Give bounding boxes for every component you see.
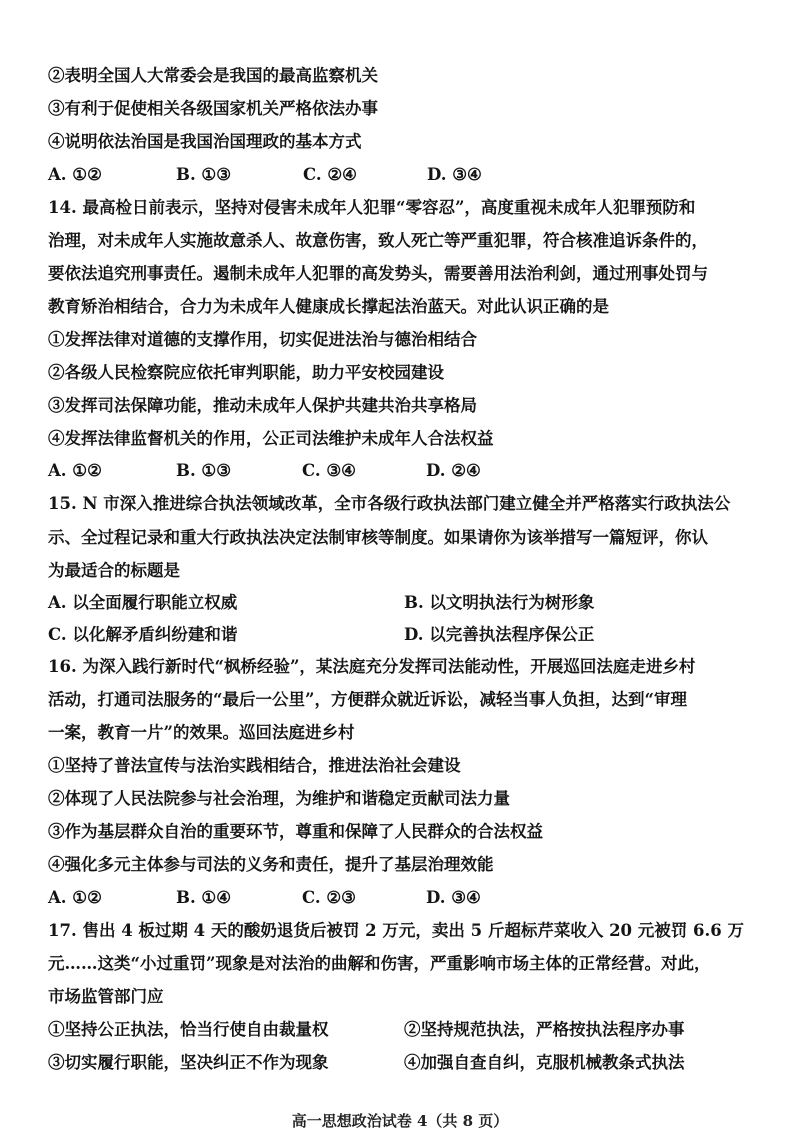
q14-stem-line-1: 14. 最高检日前表示，坚持对侵害未成年人犯罪“零容忍”，高度重视未成年人犯罪预防和 bbox=[48, 198, 696, 217]
q13-option-d: D. ③④ bbox=[427, 165, 482, 184]
q14-option-a: A. ①② bbox=[48, 461, 102, 480]
q13-item-3: ③有利于促使相关各级国家机关严格依法办事 bbox=[48, 99, 378, 118]
q13-option-a: A. ①② bbox=[48, 165, 102, 184]
q17-items-row-1 bbox=[48, 1018, 768, 1042]
q16-item-2: ②体现了人民法院参与社会治理，为维护和谐稳定贡献司法力量 bbox=[48, 789, 510, 808]
q16-options bbox=[48, 886, 481, 910]
q14-stem-line-2: 治理，对未成年人实施故意杀人、故意伤害，致人死亡等严重犯罪，符合核准追诉条件的， bbox=[48, 231, 708, 250]
q14-stem-line-4: 教育矫治相结合，合力为未成年人健康成长撑起法治蓝天。对此认识正确的是 bbox=[48, 297, 609, 316]
q13-option-c: C. ②④ bbox=[303, 165, 357, 184]
q14-option-d: D. ②④ bbox=[426, 461, 481, 480]
q15-stem-line-2: 示、全过程记录和重大行政执法决定法制审核等制度。如果请你为该举措写一篇短评，你认 bbox=[48, 528, 708, 547]
q17-items-row-2 bbox=[48, 1051, 768, 1075]
q16-option-a: A. ①② bbox=[48, 888, 102, 907]
q17-item-4: ④加强自查自纠，克服机械教条式执法 bbox=[404, 1053, 685, 1072]
q14-item-3: ③发挥司法保障功能，推动未成年人保护共建共治共享格局 bbox=[48, 396, 477, 415]
q17-stem-line-1: 17. 售出 4 板过期 4 天的酸奶退货后被罚 2 万元，卖出 5 斤超标芹菜收入 20 元被罚 6.6 万 bbox=[48, 921, 744, 940]
q14-stem-line-3: 要依法追究刑事责任。遏制未成年人犯罪的高发势头，需要善用法治利剑，通过刑事处罚与 bbox=[48, 264, 708, 283]
page-footer: 高一思想政治试卷 4（共 8 页） bbox=[291, 1112, 509, 1130]
q14-options bbox=[48, 459, 481, 483]
q15-stem-line-3: 为最适合的标题是 bbox=[48, 561, 180, 580]
q14-item-1: ①发挥法律对道德的支撑作用，切实促进法治与德治相结合 bbox=[48, 330, 477, 349]
q15-option-b: B. 以文明执法行为树形象 bbox=[404, 593, 595, 612]
q16-stem-line-1: 16. 为深入践行新时代“枫桥经验”，某法庭充分发挥司法能动性，开展巡回法庭走进乡村 bbox=[48, 657, 696, 676]
q17-stem-line-2: 元……这类“小过重罚”现象是对法治的曲解和伤害，严重影响市场主体的正常经营。对此， bbox=[48, 954, 711, 973]
q14-item-4: ④发挥法律监督机关的作用，公正司法维护未成年人合法权益 bbox=[48, 429, 494, 448]
q17-item-2: ②坚持规范执法，严格按执法程序办事 bbox=[404, 1020, 685, 1039]
q16-option-c: C. ②③ bbox=[302, 888, 356, 907]
q13-options bbox=[48, 163, 482, 187]
q16-item-1: ①坚持了普法宣传与法治实践相结合，推进法治社会建设 bbox=[48, 756, 461, 775]
q14-option-c: C. ③④ bbox=[302, 461, 356, 480]
q14-option-b: B. ①③ bbox=[176, 461, 232, 480]
q15-option-d: D. 以完善执法程序保公正 bbox=[404, 625, 595, 644]
q13-option-b: B. ①③ bbox=[176, 165, 232, 184]
q16-option-d: D. ③④ bbox=[426, 888, 481, 907]
q16-item-3: ③作为基层群众自治的重要环节，尊重和保障了人民群众的合法权益 bbox=[48, 822, 543, 841]
q15-options-row-1 bbox=[48, 591, 768, 615]
q13-item-4: ④说明依法治国是我国治国理政的基本方式 bbox=[48, 132, 362, 151]
q15-stem-line-1: 15. N 市深入推进综合执法领域改革，全市各级行政执法部门建立健全并严格落实行政执法公 bbox=[48, 494, 731, 513]
q16-item-4: ④强化多元主体参与司法的义务和责任，提升了基层治理效能 bbox=[48, 855, 494, 874]
q15-options-row-2 bbox=[48, 623, 768, 647]
q17-item-1: ①坚持公正执法，恰当行使自由裁量权 bbox=[48, 1020, 329, 1039]
q15-option-a: A. 以全面履行职能立权威 bbox=[48, 593, 238, 612]
q16-stem-line-3: 一案，教育一片”的效果。巡回法庭进乡村 bbox=[48, 723, 355, 742]
q17-stem-line-3: 市场监管部门应 bbox=[48, 987, 164, 1006]
q13-item-2: ②表明全国人大常委会是我国的最高监察机关 bbox=[48, 66, 378, 85]
q17-item-3: ③切实履行职能，坚决纠正不作为现象 bbox=[48, 1053, 329, 1072]
q14-item-2: ②各级人民检察院应依托审判职能，助力平安校园建设 bbox=[48, 363, 444, 382]
q16-stem-line-2: 活动，打通司法服务的“最后一公里”，方便群众就近诉讼，减轻当事人负担，达到“审理 bbox=[48, 690, 687, 709]
q15-option-c: C. 以化解矛盾纠纷建和谐 bbox=[48, 625, 238, 644]
q16-option-b: B. ①④ bbox=[176, 888, 232, 907]
